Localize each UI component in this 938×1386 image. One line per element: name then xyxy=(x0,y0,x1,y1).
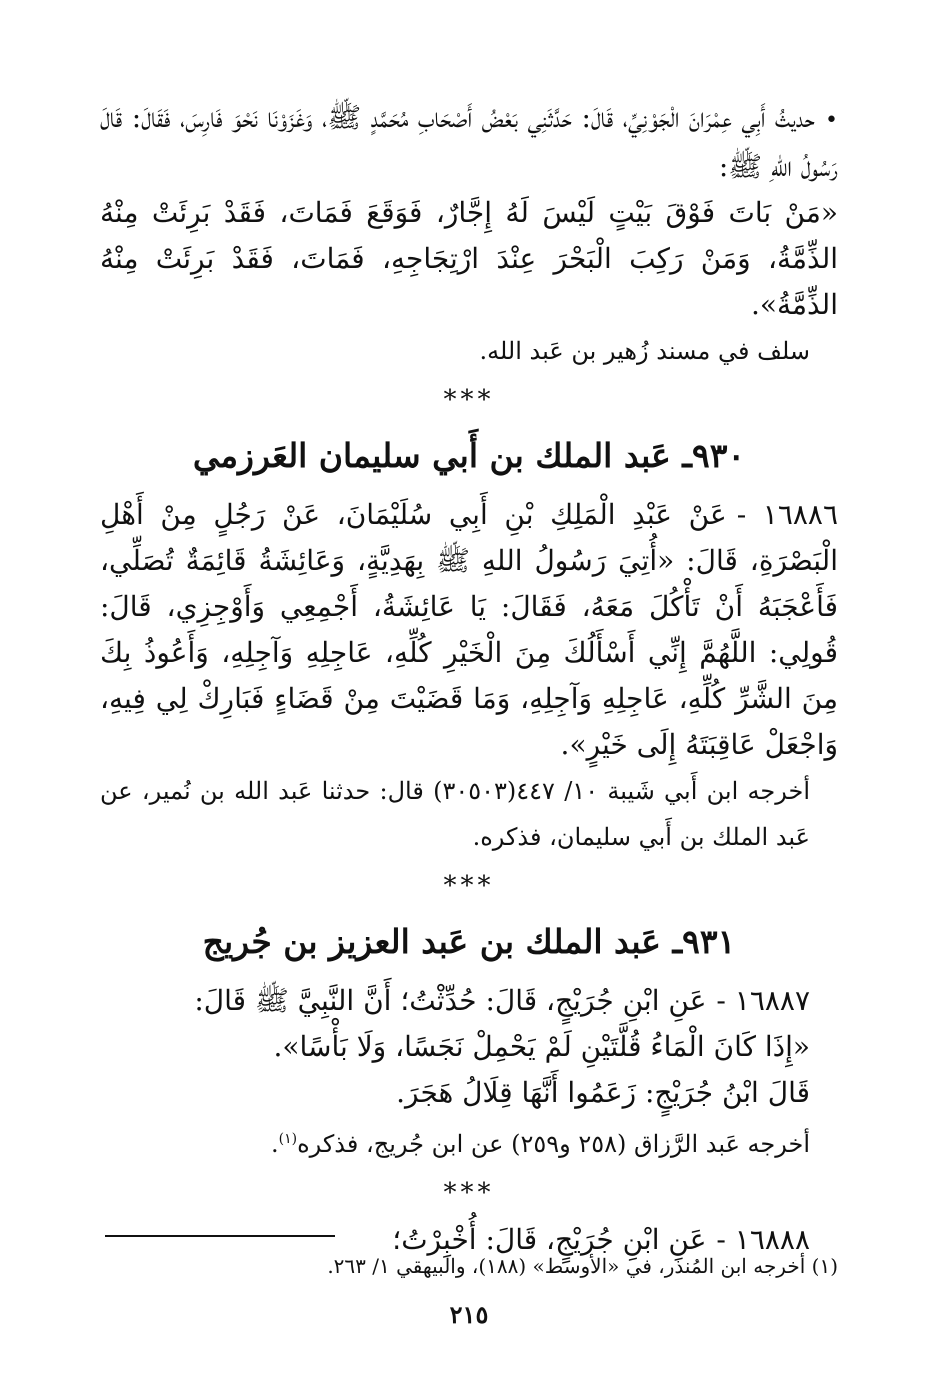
section-heading-931: ٩٣١ـ عَبد الملك بن عَبد العزيز بن جُريج xyxy=(202,922,736,961)
hadith-number: ١٦٨٨٧ - xyxy=(716,984,810,1017)
source-note-16887: أخرجه عَبد الرَّزاق (٢٥٨ و٢٥٩) عن ابن جُريج، فذكره$^{(١)}$. xyxy=(270,1130,810,1158)
entry-intro xyxy=(100,95,838,190)
separator-stars: *** xyxy=(443,871,495,901)
hadith-quote: «مَنْ بَاتَ فَوْقَ بَيْتٍ لَيْسَ لَهُ إِجَّارٌ، فَوَقَعَ فَمَاتَ، فَقَدْ بَرِئَتْ مِنْهُ الذِّمَّةُ، وَمَنْ رَكِبَ الْبَحْرَ عِنْدَ ارْتِجَاجِهِ، فَمَاتَ، فَقَدْ بَرِئَتْ مِنْهُ الذِّمَّةُ». xyxy=(100,196,838,321)
hadith-number: ١٦٨٨٨ - xyxy=(716,1223,810,1256)
section-heading-930: ٩٣٠ـ عَبد الملك بن أَبي سليمان العَرزمي xyxy=(192,436,746,475)
hadith-16887-quote: «إِذَا كَانَ الْمَاءُ قُلَّتَيْنِ لَمْ يَحْمِلْ نَجَسًا، وَلَا بَأْسًا». xyxy=(273,1030,810,1063)
hadith-16887 xyxy=(100,978,838,1024)
source-note-16886: أخرجه ابن أَبي شَيبة ١٠/ ٤٤٧(٣٠٥٠٣) قال: حدثنا عَبد الله بن نُمير، عن عَبد الملك بن أَبي سليمان، فذكره. xyxy=(100,777,810,851)
source-note: سلف في مسند زُهير بن عَبد الله. xyxy=(479,337,810,365)
hadith-number: ١٦٨٨٦ - xyxy=(736,498,838,531)
bullet-mark: • xyxy=(825,108,838,133)
hadith-text: عَنْ عَبْدِ الْمَلِكِ بْنِ أَبِي سُلَيْمَانَ، عَنْ رَجُلٍ مِنْ أَهْلِ الْبَصْرَةِ، قَالَ: «أُتِيَ رَسُولُ اللهِ ﷺ بِهَدِيَّةٍ، وَعَائِشَةُ قَائِمَةٌ تُصَلِّي، فَأَعْجَبَهُ أَنْ تَأْكُلَ مَعَهُ، فَقَالَ: يَا عَائِشَةُ، أَجْمِعِي وَأَوْجِزِي، قَالَ: قُولِي: اللَّهُمَّ إِنِّي أَسْأَلُكَ مِنَ الْخَيْرِ كُلِّهِ، عَاجِلِهِ وَآجِلِهِ، وَأَعُوذُ بِكَ مِنَ الشَّرِّ كُلِّهِ، عَاجِلِهِ وَآجِلِهِ، وَمَا قَضَيْتَ مِنْ قَضَاءٍ فَبَارِكْ لِي فِيهِ، وَاجْعَلْ عَاقِبَتَهُ إِلَى خَيْرٍ». xyxy=(100,498,838,761)
separator-stars: *** xyxy=(443,385,495,415)
hadith-16886 xyxy=(100,492,838,768)
source-note-text: أخرجه عَبد الرَّزاق (٢٥٨ و٢٥٩) عن ابن جُريج، فذكره xyxy=(297,1130,810,1158)
separator-stars: *** xyxy=(443,1178,495,1208)
footnote: (١) أخرجه ابن المُنذر، في «الأوسط» (١٨٨)، والبيهقي ١/ ٢٦٣. xyxy=(327,1254,838,1278)
hadith-16887-note: قَالَ ابْنُ جُرَيْجٍ: زَعَمُوا أَنَّهَا قِلَالُ هَجَرَ. xyxy=(396,1076,810,1109)
entry-intro-text: حديثُ أَبِي عِمْرَانَ الْجَوْنِيِّ، قَالَ: حَدَّثَنِي بَعْضُ أَصْحَابِ مُحَمَّدٍ ﷺ، وَغَزَوْنَا نَحْوَ فَارِسَ، فَقَالَ: قَالَ رَسُولُ اللهِ ﷺ: xyxy=(100,101,838,183)
footnote-divider xyxy=(105,1235,335,1237)
page-body xyxy=(100,95,838,1346)
hadith-text: عَنِ ابْنِ جُرَيْجٍ، قَالَ: أُخْبِرْتُ؛ xyxy=(392,1223,707,1256)
footnote-reference[interactable]: (١) xyxy=(278,1131,298,1147)
page-number: ٢١٥ xyxy=(449,1300,489,1329)
hadith-text: عَنِ ابْنِ جُرَيْجٍ، قَالَ: حُدِّثْتُ؛ أَنَّ النَّبِيَّ ﷺ قَالَ: xyxy=(194,984,707,1017)
